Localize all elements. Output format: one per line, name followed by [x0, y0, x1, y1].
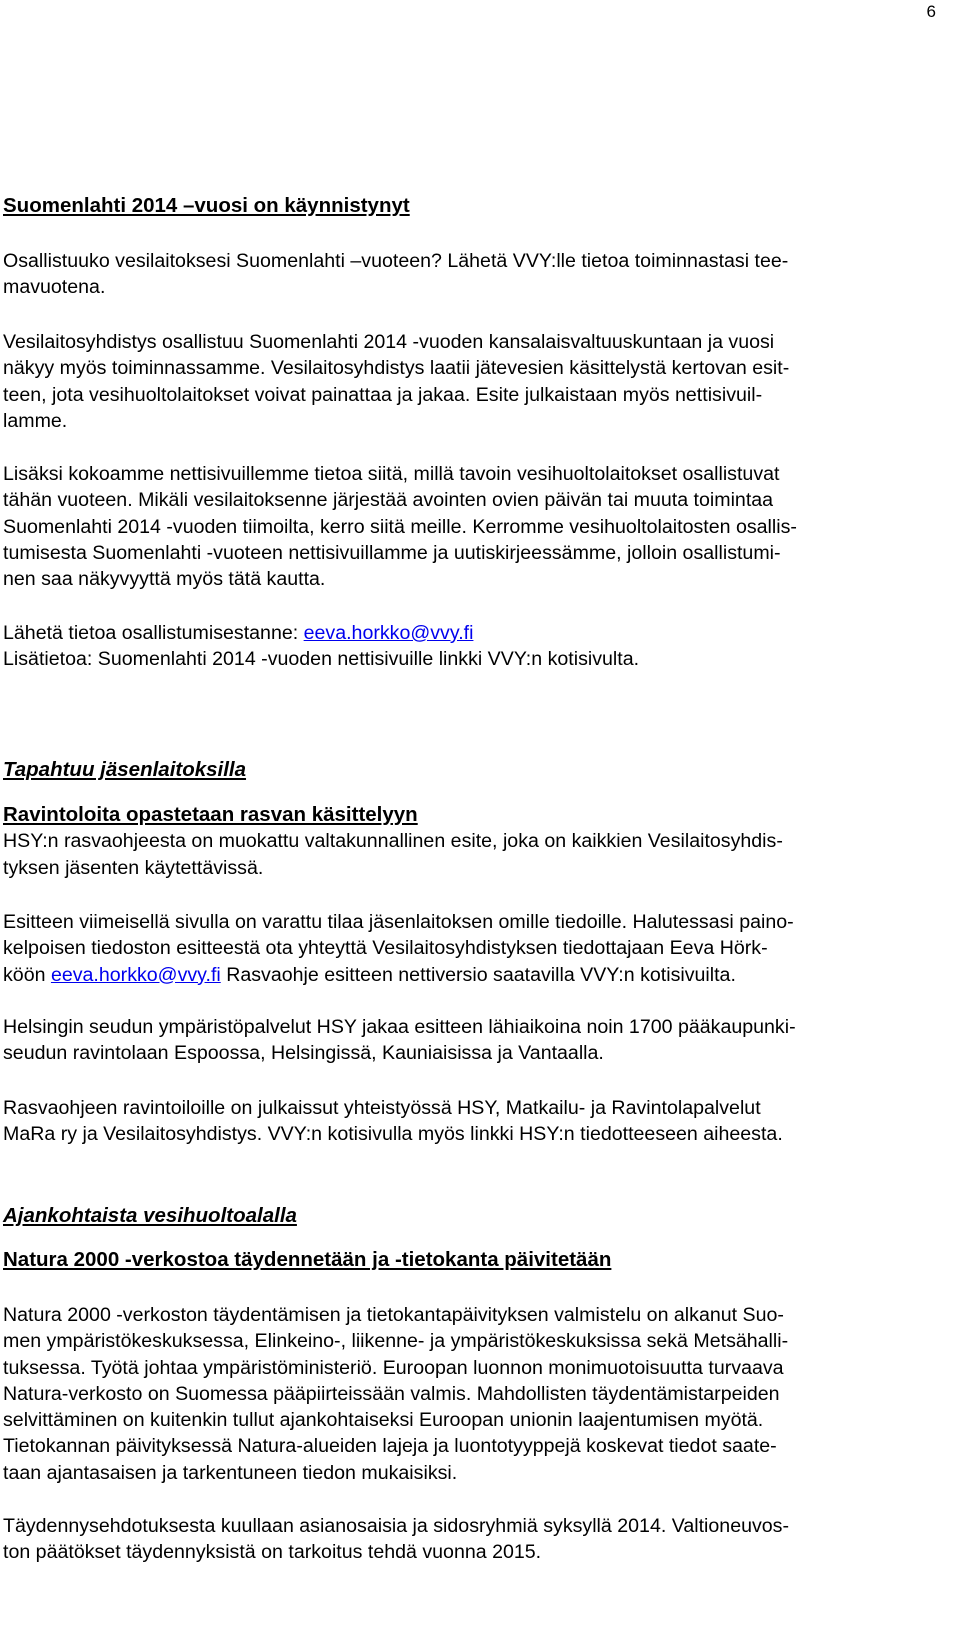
line: näkyy myös toiminnassamme. Vesilaitosyhdistys laatii jätevesien käsittelystä kertovan esit-: [3, 357, 790, 380]
paragraph: [3, 461, 921, 592]
line: Natura 2000 -verkoston täydentämisen ja tietokantapäivityksen valmistelu on alkanut Suo-: [3, 1304, 784, 1326]
paragraph: [3, 909, 921, 988]
subsection-ravintoloita: [3, 802, 921, 881]
line: Natura-verkosto on Suomessa pääpiirteissään valmis. Mahdollisten täydentämistarpeiden: [3, 1382, 780, 1405]
heading: Suomenlahti 2014 –vuosi on käynnistynyt: [3, 194, 410, 217]
contact-prefix: Lähetä tietoa osallistumisestanne:: [3, 622, 304, 644]
subheading: Ravintoloita opastetaan rasvan käsittelyyn: [3, 803, 418, 826]
subheading: Natura 2000 -verkostoa täydennetään ja -tietokanta päivitetään: [3, 1248, 612, 1271]
line: ton päätökset täydennyksistä on tarkoitus tehdä vuonna 2015.: [3, 1541, 542, 1564]
line: lamme.: [3, 409, 68, 432]
line: men ympäristökeskuksessa, Elinkeino-, liikenne- ja ympäristökeskuksissa sekä Metsähalli-: [3, 1330, 789, 1353]
line: tumisesta Suomenlahti -vuoteen nettisivuillamme ja uutiskirjeessämme, jolloin osallistumi-: [3, 541, 781, 564]
line: selvittäminen on kuitenkin tullut ajankohtaiseksi Euroopan unionin laajentumisen myötä.: [3, 1409, 764, 1432]
line: Täydennysehdotuksesta kuullaan asianosaisia ja sidosryhmiä syksyllä 2014. Valtioneuvos-: [3, 1515, 789, 1537]
email-link[interactable]: eeva.horkko@vvy.fi: [303, 622, 474, 644]
page-number: 6: [926, 2, 936, 21]
line: Esitteen viimeisellä sivulla on varattu tilaa jäsenlaitoksen omille tiedoille. Halutessasi paino-: [3, 911, 794, 933]
line: taan ajantasaisen ja tarkentuneen tiedon mukaisiksi.: [3, 1461, 458, 1484]
info-line: Lisätietoa: Suomenlahti 2014 -vuoden nettisivuille linkki VVY:n kotisivulta.: [3, 648, 640, 671]
paragraph: [3, 1014, 921, 1067]
line: Suomenlahti 2014 -vuoden tiimoilta, kerro siitä meille. Kerromme vesihuoltolaitosten osallis-: [3, 515, 797, 538]
line: [3, 962, 921, 988]
email-link[interactable]: eeva.horkko@vvy.fi: [50, 963, 221, 986]
line: kelpoisen tiedoston esitteestä ota yhteyttä Vesilaitosyhdistyksen tiedottajaan Eeva Hörk-: [3, 937, 768, 960]
heading: Tapahtuu jäsenlaitoksilla: [3, 758, 247, 781]
line: nen saa näkyvyyttä myös tätä kautta.: [3, 568, 326, 591]
heading: Ajankohtaista vesihuoltoalalla: [3, 1204, 297, 1227]
line: Osallistuuko vesilaitoksesi Suomenlahti –vuoteen? Lähetä VVY:lle tietoa toiminnastasi tee-: [3, 250, 789, 272]
section-heading-tapahtuu: [3, 757, 921, 783]
line: HSY:n rasvaohjeesta on muokattu valtakunnallinen esite, joka on kaikkien Vesilaitosyhdis-: [3, 830, 783, 853]
paragraph: [3, 1302, 921, 1486]
line: mavuotena.: [3, 276, 106, 299]
line: teen, jota vesihuoltolaitokset voivat painattaa ja jakaa. Esite julkaistaan myös nettisivuil-: [3, 383, 763, 406]
line: Rasvaohjeen ravintoiloille on julkaissut yhteistyössä HSY, Matkailu- ja Ravintolapalvelut: [3, 1097, 761, 1119]
line: tähän vuoteen. Mikäli vesilaitoksenne järjestää avointen ovien päivän tai muuta toimintaa: [3, 489, 774, 512]
section-heading-ajankohtaista: [3, 1203, 921, 1229]
contact-line: [3, 620, 921, 646]
section-heading-suomenlahti: [3, 193, 921, 219]
line: seudun ravintolaan Espoossa, Helsingissä, Kauniaisissa ja Vantaalla.: [3, 1042, 604, 1065]
paragraph: [3, 1095, 921, 1148]
line: MaRa ry ja Vesilaitosyhdistys. VVY:n kotisivulla myös linkki HSY:n tiedotteeseen aiheesta.: [3, 1123, 783, 1146]
subsection-natura: [3, 1247, 921, 1273]
line: Lisäksi kokoamme nettisivuillemme tietoa siitä, millä tavoin vesihuoltolaitokset osallistuvat: [3, 463, 780, 485]
line: Vesilaitosyhdistys osallistuu Suomenlahti 2014 -vuoden kansalaisvaltuuskuntaan ja vuosi: [3, 331, 775, 353]
paragraph: [3, 1513, 921, 1566]
paragraph: [3, 329, 921, 434]
text: Rasvaohje esitteen nettiversio saatavilla VVY:n kotisivuilta.: [220, 963, 736, 986]
line: Helsingin seudun ympäristöpalvelut HSY jakaa esitteen lähiaikoina noin 1700 pääkaupunki-: [3, 1016, 796, 1038]
paragraph: [3, 248, 921, 301]
line: Tietokannan päivityksessä Natura-alueiden lajeja ja luontotyyppejä koskevat tiedot saate-: [3, 1435, 777, 1458]
text: köön: [3, 963, 51, 986]
contact-paragraph: [3, 620, 921, 673]
line: tyksen jäsenten käytettävissä.: [3, 856, 264, 879]
line: tuksessa. Työtä johtaa ympäristöministeriö. Euroopan luonnon monimuotoisuutta turvaava: [3, 1356, 784, 1379]
